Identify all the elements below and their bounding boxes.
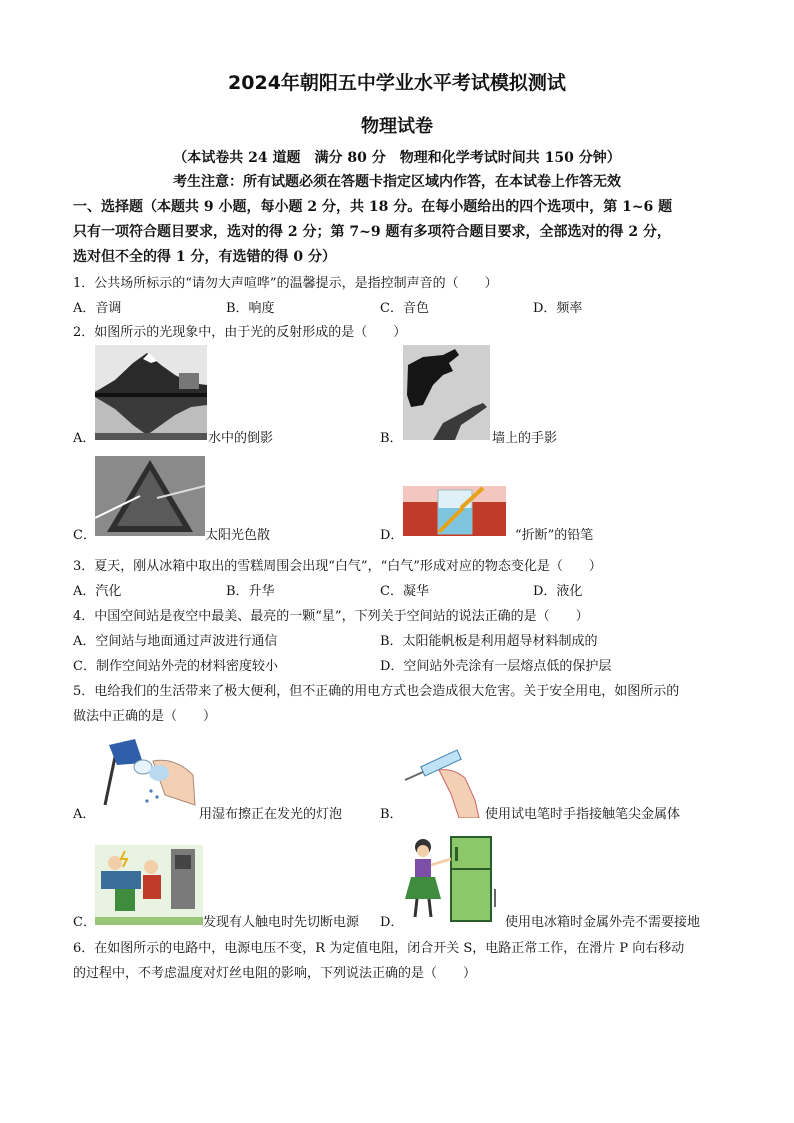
q5-option-c-caption: 发现有人触电时先切断电源	[203, 915, 360, 930]
hand-shadow-image	[403, 345, 490, 440]
section-instructions-line3: 选对但不全的得 1 分，有选错的得 0 分）	[73, 249, 336, 265]
q5-option-b-caption: 使用试电笔时手指接触笔尖金属体	[485, 807, 681, 822]
wet-cloth-lamp-image	[95, 735, 200, 815]
exam-info: （本试卷共 24 道题 满分 80 分 物理和化学考试时间共 150 分钟）	[173, 150, 621, 166]
q1-option-a: A．音调	[73, 301, 122, 316]
question-5-stem-line2: 做法中正确的是（ ）	[73, 709, 217, 724]
reflection-image	[95, 345, 207, 440]
q3-option-d: D．液化	[533, 584, 583, 599]
question-4-stem: 4．中国空间站是夜空中最美、最亮的一颗“星”，下列关于空间站的说法正确的是（ ）	[73, 609, 589, 624]
exam-notice: 考生注意：所有试题必须在答题卡指定区域内作答，在本试卷上作答无效	[173, 174, 621, 190]
question-1-stem: 1．公共场所标示的“请勿大声喧哗”的温馨提示，是指控制声音的（ ）	[73, 276, 498, 291]
page-subtitle: 物理试卷	[361, 116, 433, 137]
q5-option-a-caption: 用湿布擦正在发光的灯泡	[199, 807, 343, 822]
section-instructions-line2: 只有一项符合题目要求，选对的得 2 分；第 7~9 题有多项符合题目要求，全部选对的得 2 分，	[73, 224, 671, 240]
q1-option-b: B．响度	[226, 301, 275, 316]
q3-option-c: C．凝华	[380, 584, 429, 599]
q2-option-b-letter: B．	[380, 431, 403, 446]
q4-option-b: B．太阳能帆板是利用超导材料制成的	[380, 634, 598, 649]
q2-option-c-caption: 太阳光色散	[205, 528, 271, 543]
q2-option-b-caption: 墙上的手影	[492, 431, 558, 446]
q2-option-c-letter: C．	[73, 528, 96, 543]
test-pen-image	[403, 738, 483, 818]
question-6-stem-line1: 6．在如图所示的电路中，电源电压不变，R 为定值电阻，闭合开关 S，电路正常工作，在滑片 P 向右移动	[73, 941, 685, 956]
q3-option-b: B．升华	[226, 584, 275, 599]
question-3-stem: 3．夏天，刚从冰箱中取出的雪糕周围会出现“白气”，“白气”形成对应的物态变化是（ ）	[73, 559, 602, 574]
q2-option-d-caption: “折断”的铅笔	[515, 528, 594, 543]
question-6-stem-line2: 的过程中，不考虑温度对灯丝电阻的影响，下列说法正确的是（ ）	[73, 966, 477, 981]
q2-option-d-letter: D．	[380, 528, 404, 543]
question-5-stem-line1: 5．电给我们的生活带来了极大便利，但不正确的用电方式也会造成很大危害。关于安全用电，如图所示的	[73, 684, 680, 699]
q5-option-b-letter: B．	[380, 807, 403, 822]
q5-option-d-caption: 使用电冰箱时金属外壳不需要接地	[505, 915, 701, 930]
bent-pencil-image	[403, 486, 506, 536]
q4-option-c: C．制作空间站外壳的材料密度较小	[73, 659, 278, 674]
cut-power-image	[95, 845, 203, 925]
q5-option-d-letter: D．	[380, 915, 404, 930]
q3-option-a: A．汽化	[73, 584, 122, 599]
q4-option-d: D．空间站外壳涂有一层熔点低的保护层	[380, 659, 612, 674]
q1-option-d: D．频率	[533, 301, 583, 316]
prism-dispersion-image	[95, 456, 205, 536]
q5-option-c-letter: C．	[73, 915, 96, 930]
question-2-stem: 2．如图所示的光现象中，由于光的反射形成的是（ ）	[73, 325, 407, 340]
q2-option-a-letter: A．	[73, 431, 96, 446]
fridge-image	[403, 833, 503, 925]
q1-option-c: C．音色	[380, 301, 429, 316]
q4-option-a: A．空间站与地面通过声波进行通信	[73, 634, 278, 649]
q5-option-a-letter: A．	[73, 807, 96, 822]
page-title: 2024年朝阳五中学业水平考试模拟测试	[228, 72, 566, 94]
q2-option-a-caption: 水中的倒影	[208, 431, 274, 446]
section-instructions-line1: 一、选择题（本题共 9 小题，每小题 2 分，共 18 分。在每小题给出的四个选项中，第 1~6 题	[73, 199, 673, 215]
